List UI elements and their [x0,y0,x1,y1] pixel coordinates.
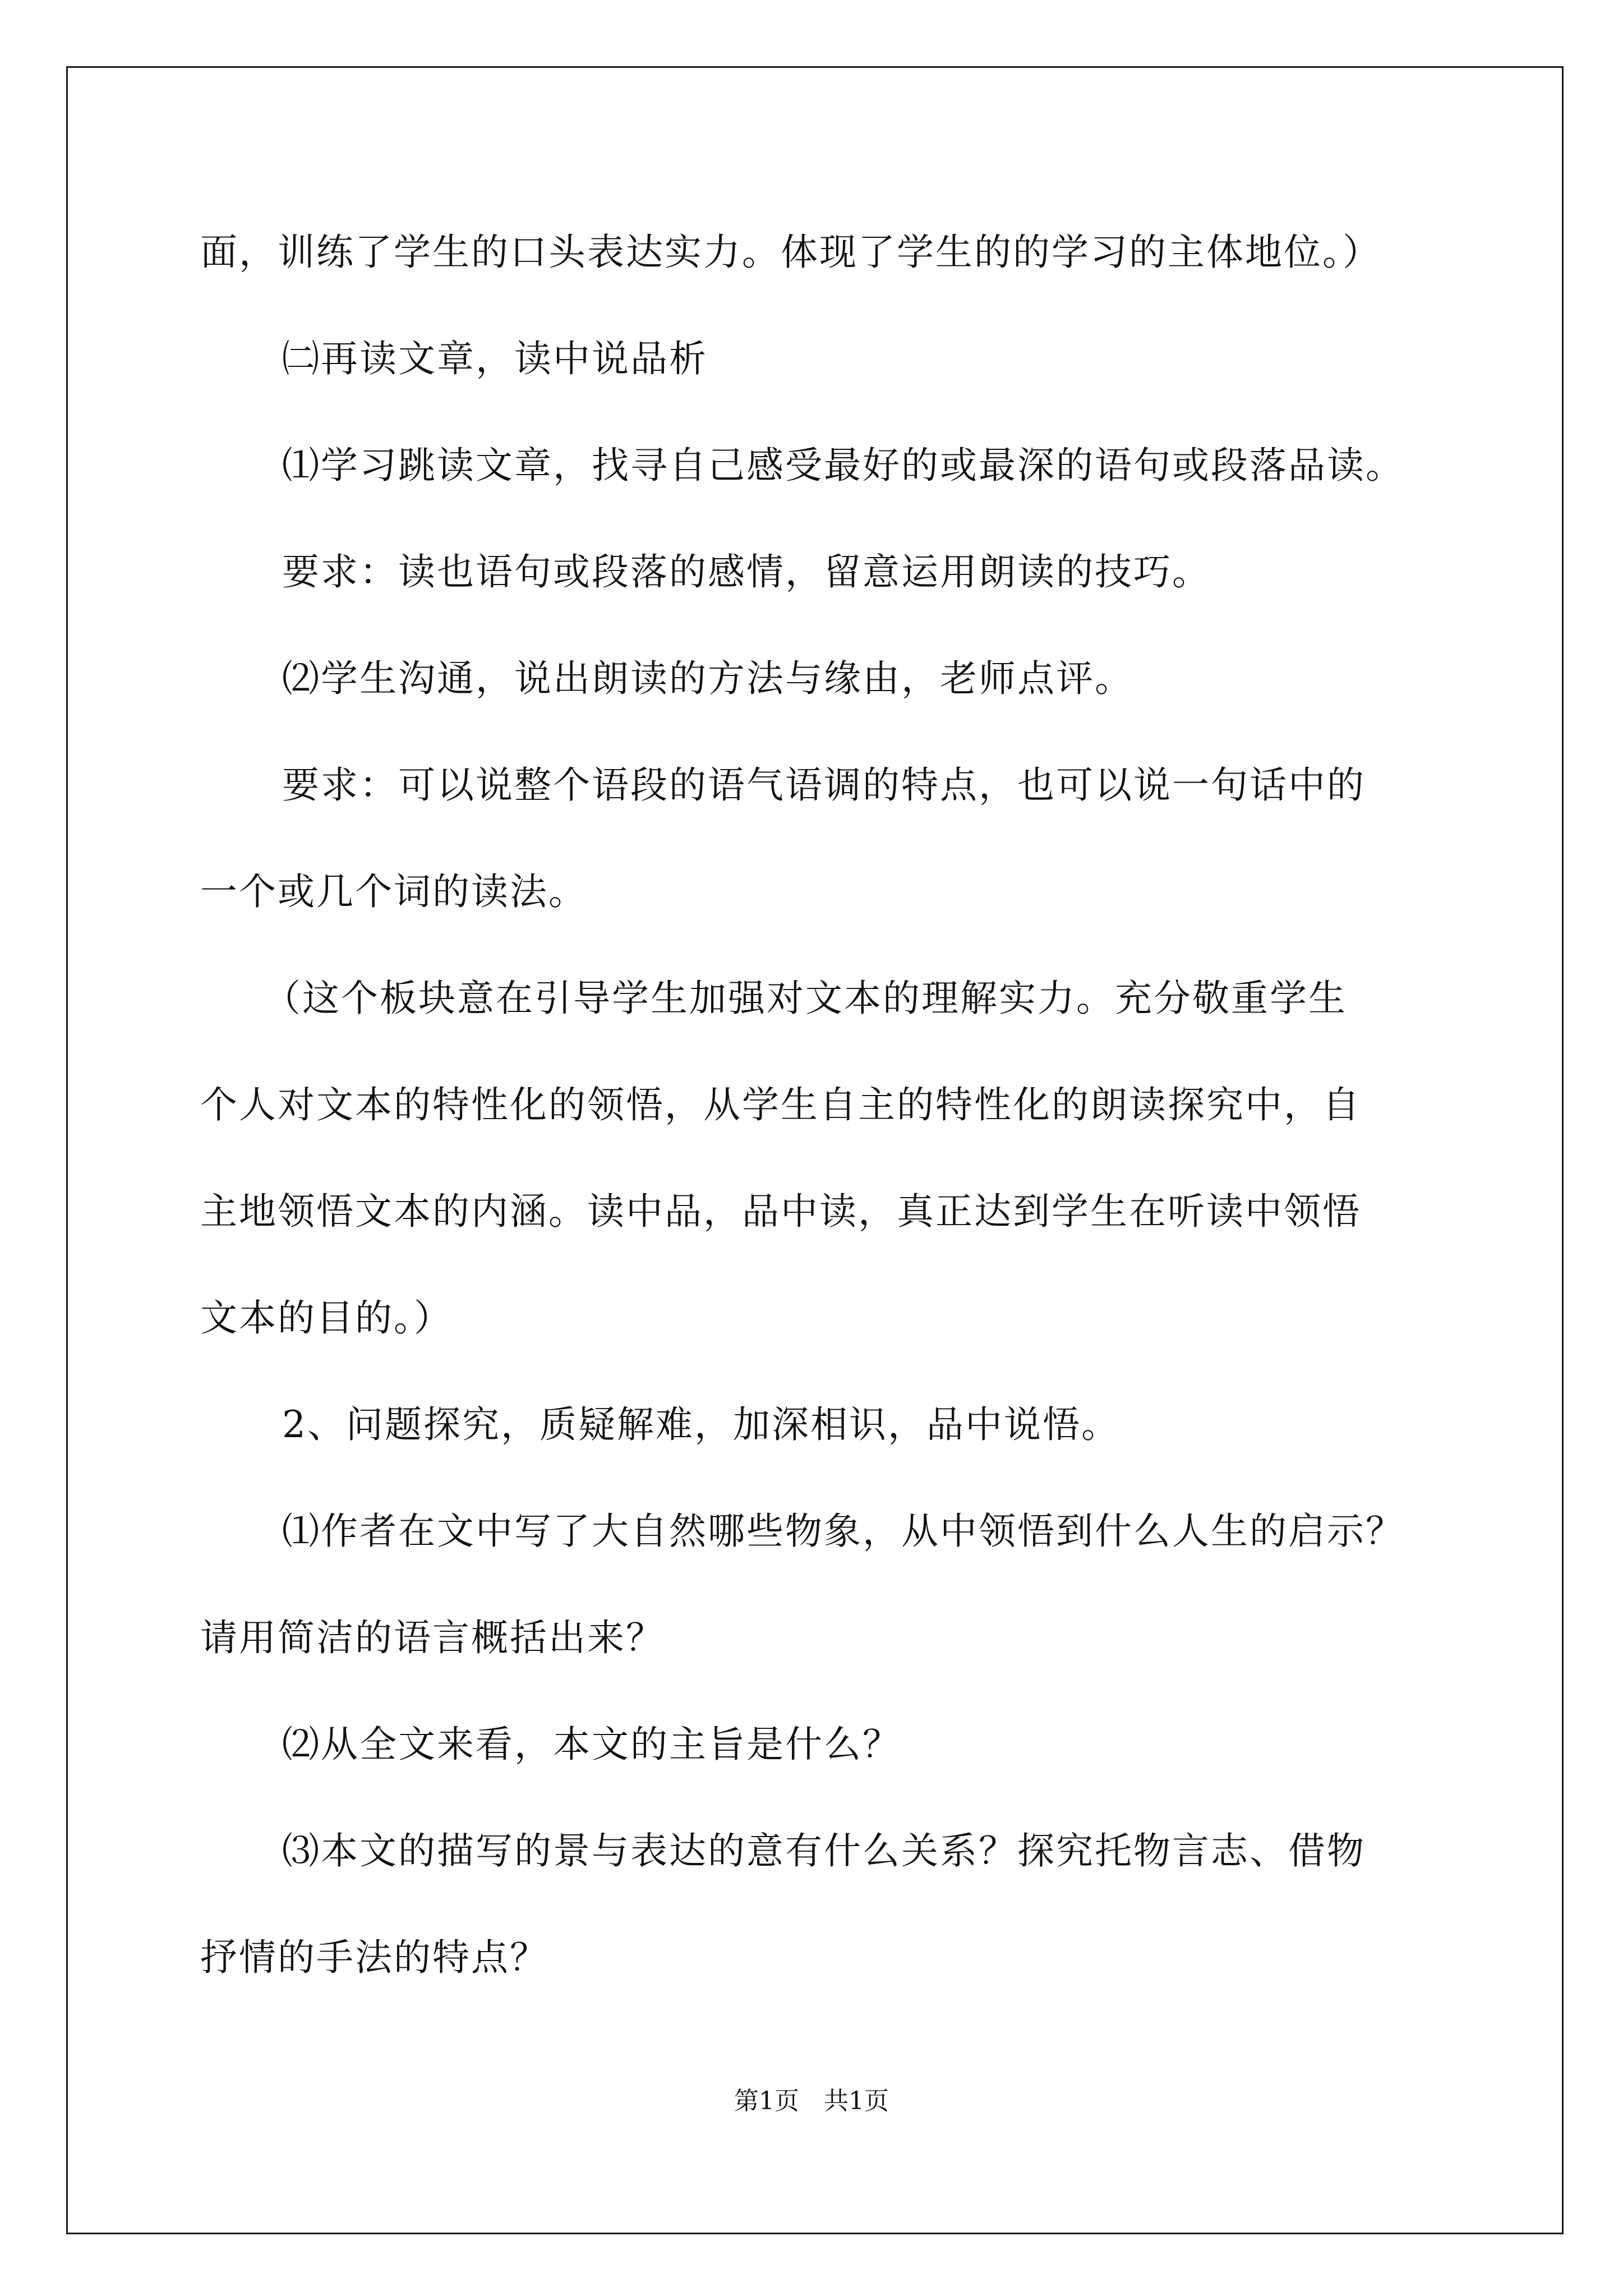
text-line: 一个或几个词的读法。 [200,870,587,913]
text-line: ⑴学习跳读文章，找寻自己感受最好的或最深的语句或段落品读。 [282,444,1404,487]
page-number-footer: 第1页 共1页 [734,2087,889,2115]
text-line: 要求：可以说整个语段的语气语调的特点，也可以说一句话中的 [282,763,1366,807]
text-line: （这个板块意在引导学生加强对文本的理解实力。充分敬重学生 [264,977,1347,1020]
text-line: 抒情的手法的特点？ [200,1936,548,1979]
text-line: 面，训练了学生的口头表达实力。体现了学生的的学习的主体地位。） [200,231,1381,274]
text-line: ⑵从全文来看，本文的主旨是什么？ [282,1723,901,1766]
text-line: ㈡再读文章，读中说品析 [282,337,708,380]
text-line: 2、问题探究，质疑解难，加深相识，品中说悟。 [282,1403,1120,1446]
text-line: 个人对文本的特性化的领悟，从学生自主的特性化的朗读探究中，自 [200,1083,1361,1126]
text-line: 请用简洁的语言概括出来？ [200,1616,665,1659]
text-line: 文本的目的。） [200,1296,453,1340]
page-border [66,66,1564,2234]
text-line: ⑶本文的描写的景与表达的意有什么关系？探究托物言志、借物 [282,1829,1366,1872]
text-line: 主地领悟文本的内涵。读中品，品中读，真正达到学生在听读中领悟 [200,1190,1361,1233]
text-line: 要求：读也语句或段落的感情，留意运用朗读的技巧。 [282,550,1211,593]
text-line: ⑵学生沟通，说出朗读的方法与缘由，老师点评。 [282,657,1133,700]
text-line: ⑴作者在文中写了大自然哪些物象，从中领悟到什么人生的启示？ [282,1510,1404,1553]
